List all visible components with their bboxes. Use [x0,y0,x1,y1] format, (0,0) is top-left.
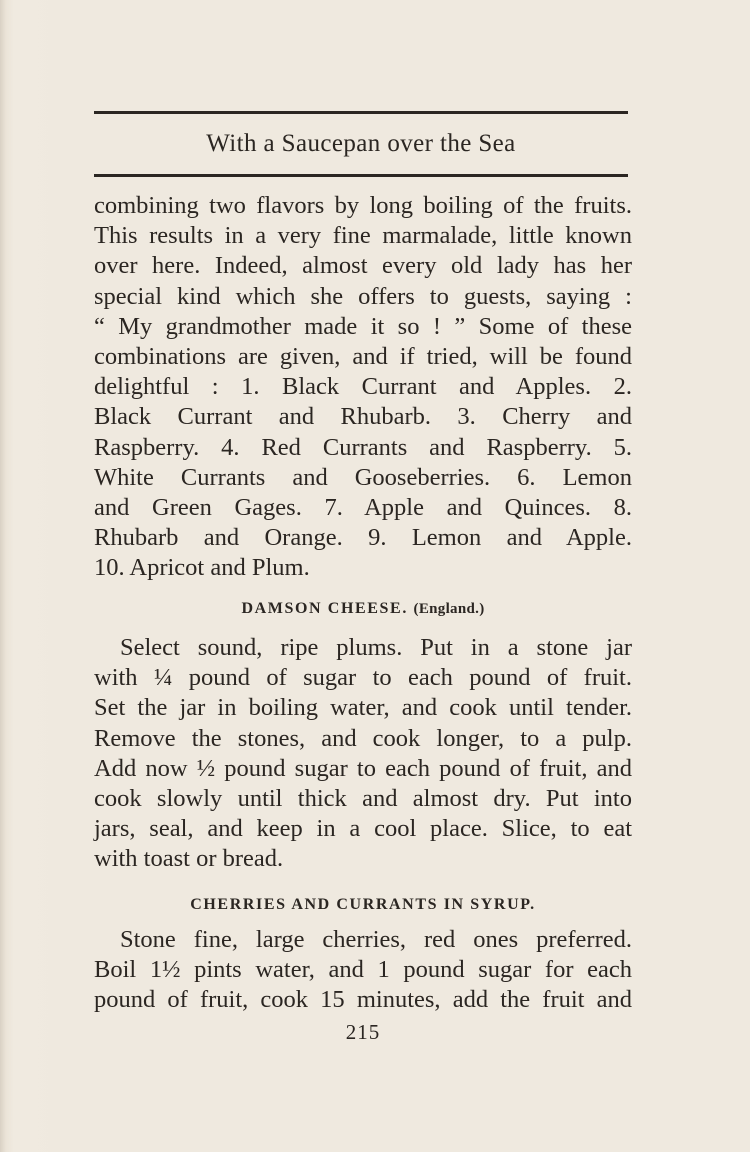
text-line: Boil 1½ pints water, and 1 pound sugar for each [94,956,632,984]
text-line: Remove the stones, and cook longer, to a pulp. [94,724,632,752]
text-line: combining two flavors by long boiling of the fruits. [94,192,632,219]
text-line: combinations are given, and if tried, will be found [94,343,632,371]
text-line: Raspberry. 4. Red Currants and Raspberry. 5. [94,433,632,461]
recipe-heading-cherries-currants [94,896,632,914]
recipe-title: DAMSON CHEESE. [241,600,408,617]
text-line: cook slowly until thick and almost dry. Put into [94,785,632,813]
text-line: with toast or bread. [94,845,284,873]
running-head: With a Saucepan over the Sea [206,130,516,157]
text-line: This results in a very fine marmalade, little known [94,222,632,250]
text-line: pound of fruit, cook 15 minutes, add the fruit and [94,986,632,1014]
text-line: Select sound, ripe plums. Put in a stone jar [120,634,632,661]
text-line: Stone fine, large cherries, red ones preferred. [120,926,632,953]
text-line: and Green Gages. 7. Apple and Quinces. 8. [94,494,632,522]
header-rule-bottom [94,174,628,177]
text-line: with ¼ pound of sugar to each pound of fruit. [94,664,632,692]
text-line: Add now ½ pound sugar to each pound of fruit, and [94,754,632,782]
page-number: 215 [345,1020,381,1044]
recipe-heading-damson-cheese [94,600,632,618]
text-line: Black Currant and Rhubarb. 3. Cherry and [94,403,632,431]
paragraph-cherries-currants [94,925,632,1016]
text-line: 10. Apricot and Plum. [94,554,310,582]
recipe-title: CHERRIES AND CURRANTS IN SYRUP. [190,896,536,913]
text-line: special kind which she offers to guests, saying : [94,282,632,310]
text-line: Rhubarb and Orange. 9. Lemon and Apple. [94,524,632,552]
text-line: jars, seal, and keep in a cool place. Slice, to eat [94,815,632,843]
recipe-origin: (England.) [413,601,485,617]
header-rule-top [94,111,628,114]
paragraph-marmalade-combinations [94,191,632,584]
text-line: White Currants and Gooseberries. 6. Lemon [94,463,632,491]
text-line: over here. Indeed, almost every old lady has her [94,252,632,280]
paragraph-damson-cheese [94,633,632,875]
text-line: delightful : 1. Black Currant and Apples. 2. [94,373,632,401]
text-line: “ My grandmother made it so ! ” Some of these [94,312,632,340]
text-line: Set the jar in boiling water, and cook until tender. [94,694,632,722]
